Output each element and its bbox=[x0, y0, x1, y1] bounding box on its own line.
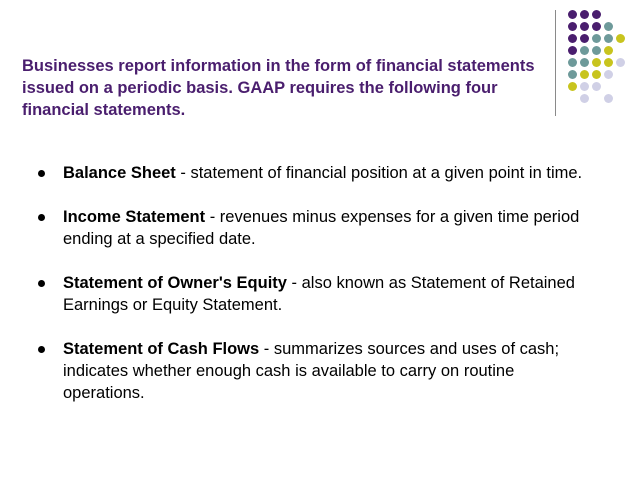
dot bbox=[580, 34, 589, 43]
item-description: - summarizes sources and uses of cash; indicates whether enough cash is available to carry on routine operations. bbox=[63, 340, 560, 402]
item-description: - also known as Statement of Retained Earnings or Equity Statement. bbox=[63, 274, 575, 314]
dot bbox=[568, 34, 577, 43]
dot bbox=[568, 82, 577, 91]
dot bbox=[592, 70, 601, 79]
bullet-icon bbox=[38, 346, 45, 353]
dot bbox=[592, 34, 601, 43]
dot bbox=[580, 94, 589, 103]
item-description: - statement of financial position at a given point in time. bbox=[175, 164, 583, 182]
dot bbox=[592, 82, 601, 91]
dot bbox=[604, 58, 613, 67]
dot bbox=[568, 10, 577, 19]
list-item bbox=[38, 162, 598, 184]
dot bbox=[616, 58, 625, 67]
dot bbox=[604, 22, 613, 31]
item-term: Income Statement bbox=[63, 208, 206, 226]
dot bbox=[592, 46, 601, 55]
dot bbox=[568, 46, 577, 55]
dot bbox=[592, 58, 601, 67]
item-term: Statement of Cash Flows bbox=[63, 340, 260, 358]
bullet-icon bbox=[38, 280, 45, 287]
dot bbox=[616, 34, 625, 43]
list-item bbox=[38, 206, 598, 250]
dot bbox=[580, 82, 589, 91]
dot bbox=[592, 22, 601, 31]
list-item bbox=[38, 272, 598, 316]
dot bbox=[568, 22, 577, 31]
statement-list bbox=[38, 162, 598, 426]
decorative-dot-grid bbox=[0, 0, 638, 120]
item-term: Statement of Owner's Equity bbox=[63, 274, 287, 292]
dot bbox=[604, 46, 613, 55]
dot bbox=[592, 10, 601, 19]
dot bbox=[580, 22, 589, 31]
dot bbox=[580, 70, 589, 79]
list-item bbox=[38, 338, 598, 404]
dot bbox=[580, 58, 589, 67]
dot bbox=[568, 70, 577, 79]
item-description: - revenues minus expenses for a given time period ending at a specified date. bbox=[63, 208, 580, 248]
bullet-icon bbox=[38, 170, 45, 177]
bullet-icon bbox=[38, 214, 45, 221]
slide-title: Businesses report information in the form of financial statements issued on a periodic basis. GAAP requires the following four financial statements. bbox=[22, 57, 535, 119]
dot bbox=[580, 46, 589, 55]
dot bbox=[568, 58, 577, 67]
dot bbox=[604, 34, 613, 43]
dot bbox=[580, 10, 589, 19]
item-term: Balance Sheet bbox=[63, 164, 176, 182]
dot bbox=[604, 70, 613, 79]
dot bbox=[604, 94, 613, 103]
